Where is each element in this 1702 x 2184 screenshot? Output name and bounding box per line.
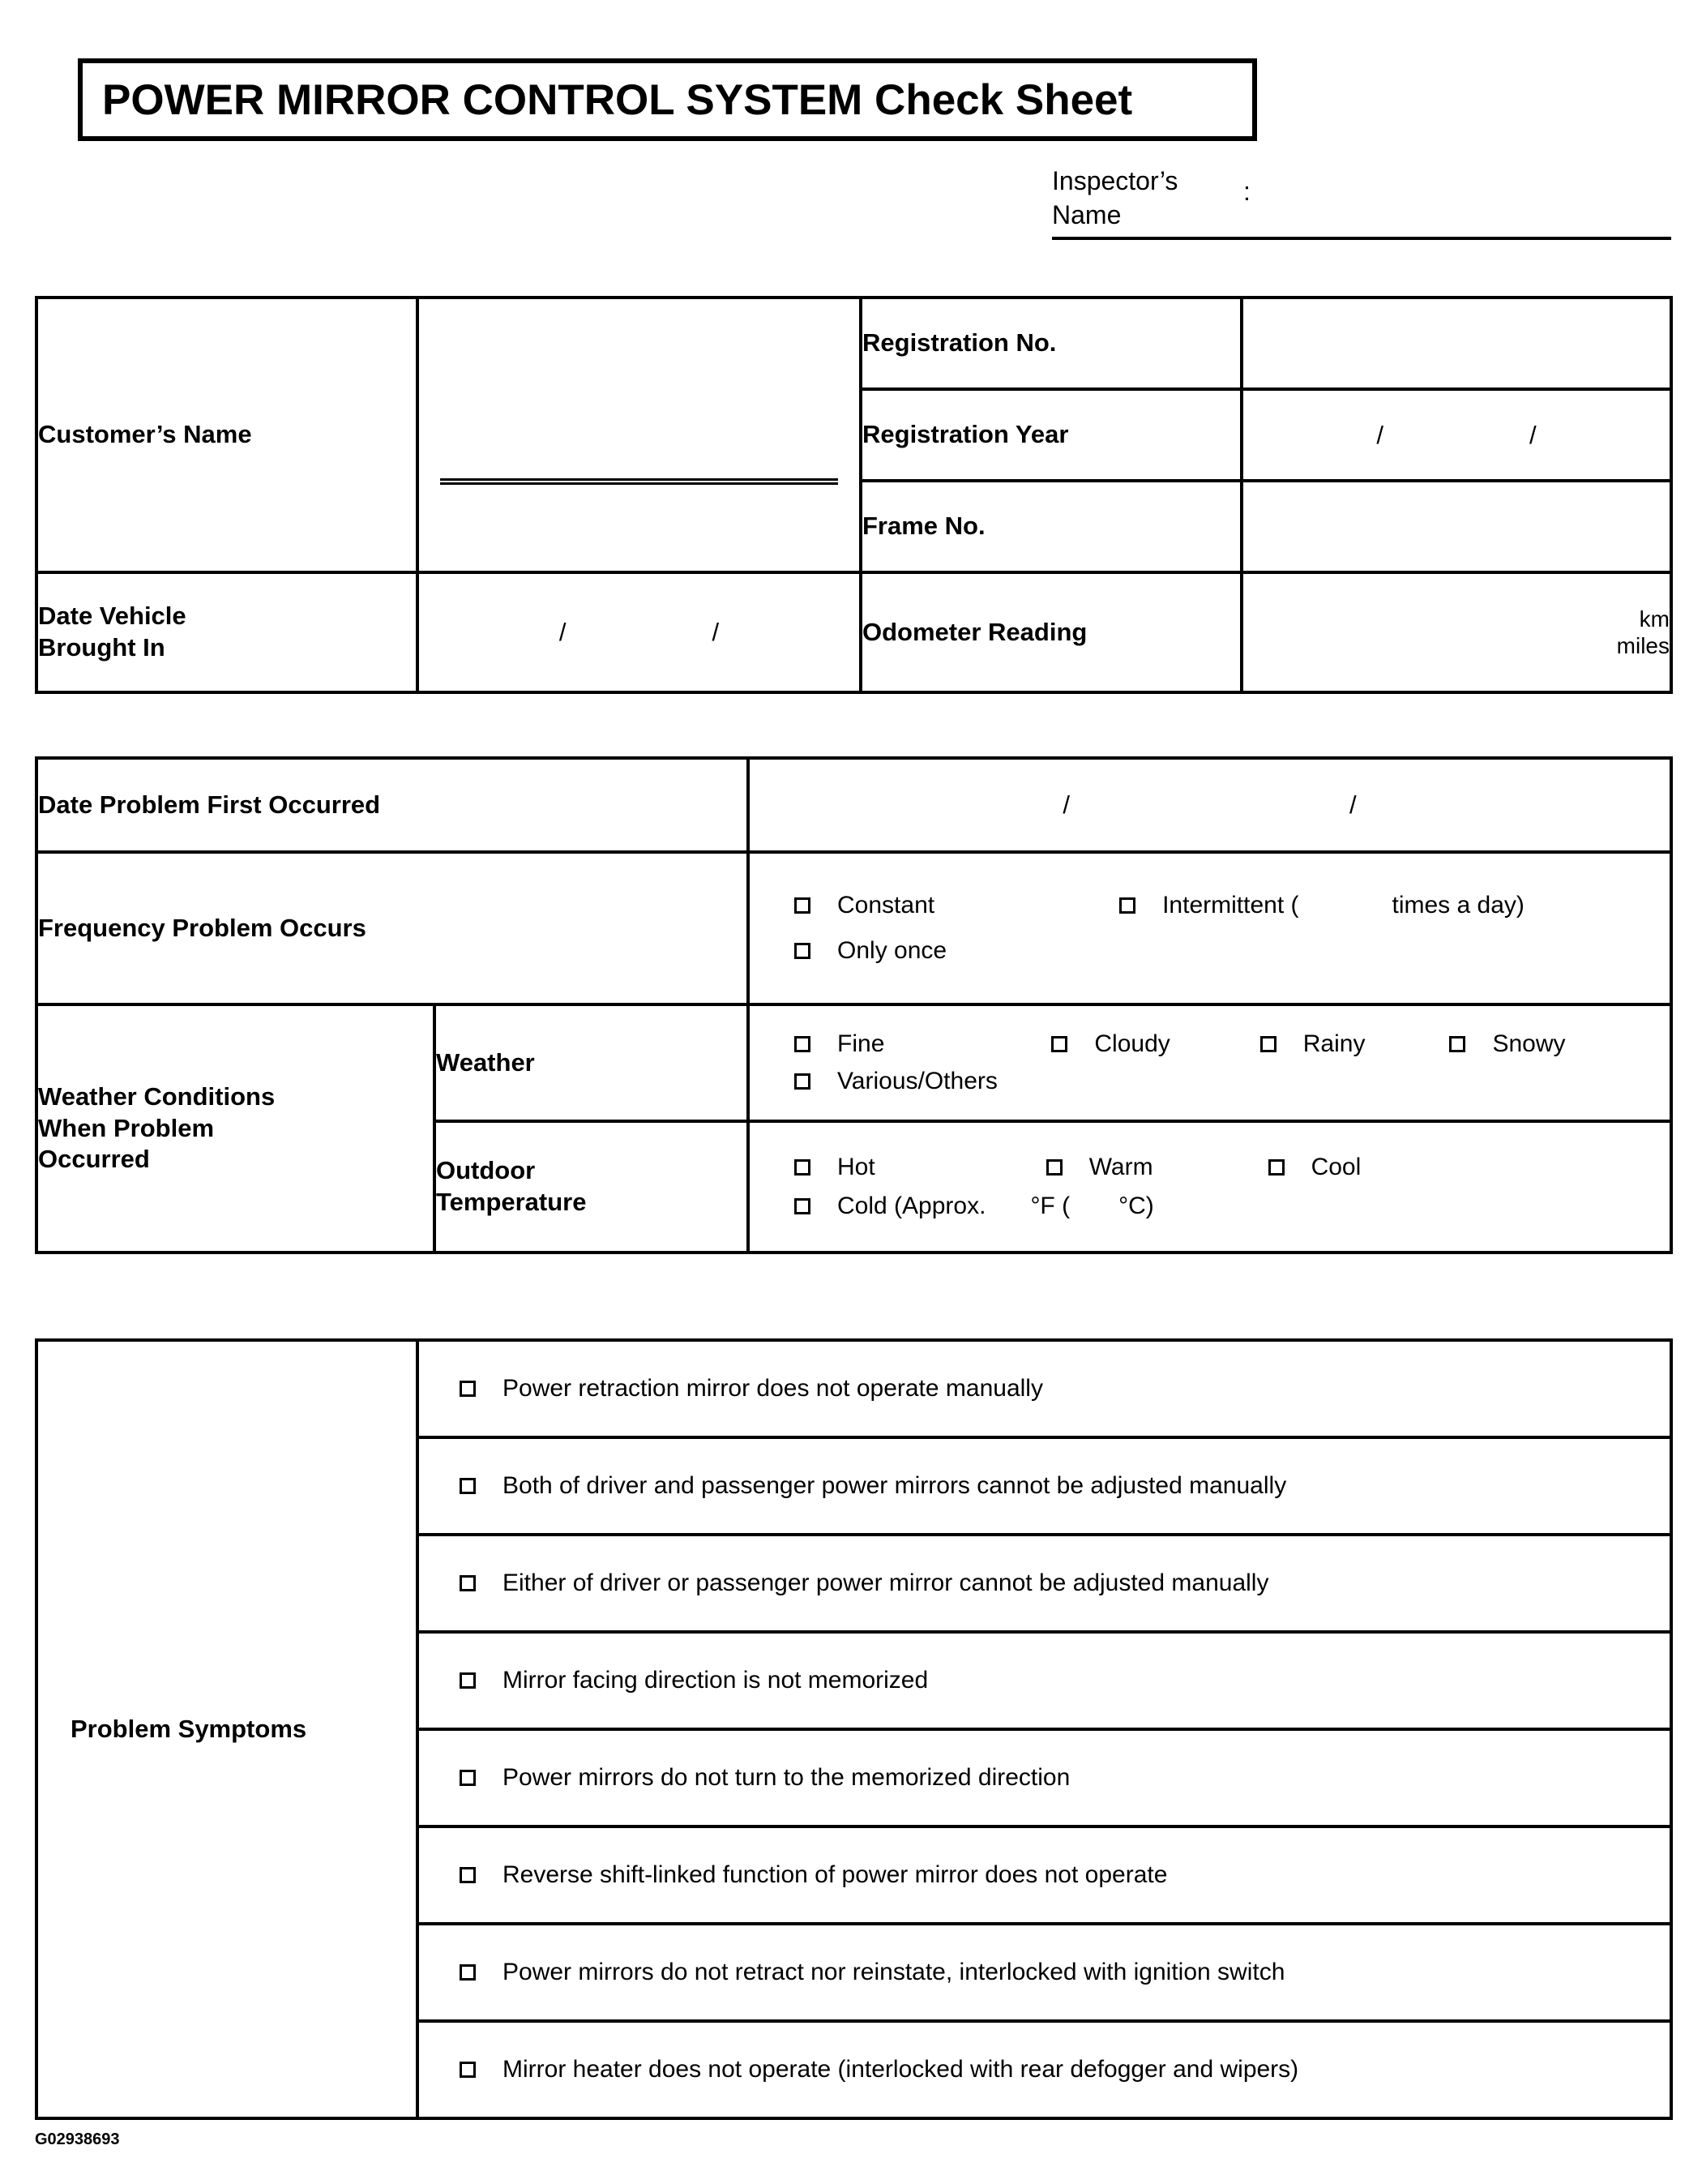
checkbox-constant[interactable] [794,897,810,914]
option-various-others [794,1068,998,1095]
checkbox-cool[interactable] [1268,1159,1285,1176]
frequency-label: Frequency Problem Occurs [36,852,748,1004]
odometer-unit-miles: miles [1616,633,1670,658]
registration-no-label: Registration No. [861,298,1242,389]
option-label: Fine [837,1030,885,1057]
temperature-row-label: Outdoor Temperature [434,1121,748,1253]
option-constant [794,892,934,919]
symptom-label: Mirror facing direction is not memorized [502,1667,929,1694]
inspector-name-label [1052,164,1671,232]
option-label: Snowy [1492,1030,1566,1057]
checkbox-symptom-8[interactable] [460,2062,476,2078]
checkbox-symptom-5[interactable] [460,1770,476,1786]
checkbox-rainy[interactable] [1260,1036,1276,1052]
checkbox-symptom-3[interactable] [460,1575,476,1591]
page-title-box [78,58,1257,141]
checkbox-snowy[interactable] [1449,1036,1465,1052]
symptom-label: Power mirrors do not retract nor reinstate, interlocked with ignition switch [502,1959,1285,1985]
table-row [417,2021,1671,2118]
option-label: Constant [837,892,935,919]
checkbox-warm[interactable] [1046,1159,1063,1176]
registration-no-field[interactable] [1242,298,1671,389]
date-problem-occurred-field[interactable] [748,758,1671,852]
odometer-field[interactable] [1242,572,1671,692]
checkbox-cloudy[interactable] [1051,1036,1067,1052]
checkbox-hot[interactable] [794,1159,810,1176]
symptom-label: Mirror heater does not operate (interlocked with rear defogger and wipers) [502,2056,1299,2083]
page-title: POWER MIRROR CONTROL SYSTEM Check Sheet [102,75,1133,124]
option-label: Warm [1088,1154,1153,1180]
inspector-name-field[interactable] [1052,237,1671,240]
inspector-label-line2: Name [1052,200,1122,230]
registration-year-field[interactable] [1242,389,1671,481]
frame-no-field[interactable] [1242,481,1671,572]
vehicle-info-table [35,296,1673,694]
option-cold [794,1193,1154,1220]
table-row [417,1826,1671,1924]
frame-no-label: Frame No. [861,481,1242,572]
temperature-options-cell [748,1121,1671,1253]
symptom-label: Either of driver or passenger power mirror cannot be adjusted manually [502,1569,1269,1596]
customer-name-write-line [440,478,838,485]
table-row [417,1924,1671,2021]
inspector-colon: : [1243,177,1251,206]
checkbox-intermittent[interactable] [1119,897,1135,914]
option-label: Cool [1311,1154,1362,1180]
option-label: times a day) [1392,892,1525,919]
checkbox-cold[interactable] [794,1198,810,1214]
inspector-name-block [1052,164,1671,240]
option-label: °F ( [1030,1193,1071,1219]
registration-year-label: Registration Year [861,389,1242,481]
option-cool [1268,1154,1362,1181]
symptom-label: Both of driver and passenger power mirrors cannot be adjusted manually [502,1472,1287,1499]
date-separator: / [1063,790,1071,819]
odometer-label: Odometer Reading [861,572,1242,692]
problem-symptoms-table [35,1338,1673,2120]
customer-name-label: Customer’s Name [36,298,417,572]
option-intermittent [1119,892,1525,919]
date-separator: / [1376,420,1383,449]
weather-row-label: Weather [434,1004,748,1121]
table-row [417,1729,1671,1826]
frequency-options-cell [748,852,1671,1004]
option-label: Intermittent ( [1162,892,1299,919]
option-hot [794,1154,875,1181]
option-label: Hot [837,1154,875,1180]
checkbox-fine[interactable] [794,1036,810,1052]
weather-options-cell [748,1004,1671,1121]
date-brought-in-field[interactable] [417,572,861,692]
option-fine [794,1030,884,1058]
checkbox-only-once[interactable] [794,943,810,959]
weather-conditions-label: Weather Conditions When Problem Occurred [36,1004,434,1253]
date-separator: / [712,618,720,646]
problem-symptoms-label: Problem Symptoms [36,1340,417,2118]
date-separator: / [1529,420,1537,449]
checkbox-symptom-7[interactable] [460,1964,476,1981]
customer-name-field[interactable] [417,298,861,572]
checkbox-various-others[interactable] [794,1073,810,1090]
symptom-label: Reverse shift-linked function of power mirror does not operate [502,1861,1168,1888]
problem-details-table [35,756,1673,1254]
symptom-label: Power mirrors do not turn to the memorized direction [502,1764,1071,1791]
checkbox-symptom-4[interactable] [460,1672,476,1689]
option-cloudy [1051,1030,1170,1058]
figure-id: G02938693 [35,2130,120,2148]
option-label: Cloudy [1094,1030,1170,1057]
date-brought-in-label: Date Vehicle Brought In [36,572,417,692]
checkbox-symptom-1[interactable] [460,1381,476,1397]
table-row [417,1437,1671,1535]
symptom-label: Power retraction mirror does not operate manually [502,1375,1043,1402]
odometer-unit-km: km [1639,606,1670,632]
inspector-label-line1: Inspector’s [1052,166,1178,195]
checkbox-symptom-2[interactable] [460,1478,476,1494]
option-label: Only once [837,937,947,964]
option-only-once [794,937,947,965]
option-snowy [1449,1030,1565,1058]
table-row [417,1632,1671,1729]
option-label: °C) [1118,1193,1154,1219]
date-separator: / [558,618,567,646]
checkbox-symptom-6[interactable] [460,1867,476,1883]
date-problem-occurred-label: Date Problem First Occurred [36,758,748,852]
option-label: Various/Others [837,1068,998,1094]
table-row [417,1535,1671,1632]
option-rainy [1260,1030,1366,1058]
date-separator: / [1349,790,1357,819]
table-row [417,1340,1671,1437]
option-label: Rainy [1302,1030,1366,1057]
option-warm [1046,1154,1153,1181]
option-label: Cold (Approx. [837,1193,986,1219]
